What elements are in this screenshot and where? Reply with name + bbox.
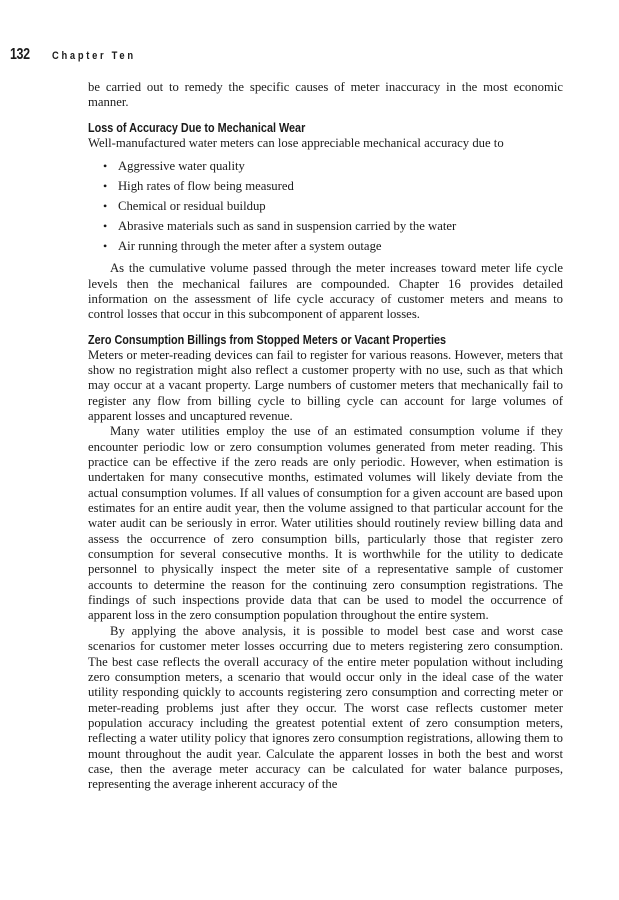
section-heading-mechanical-wear: Loss of Accuracy Due to Mechanical Wear (88, 120, 306, 135)
page-number: 132 (10, 46, 30, 63)
cause-list (88, 159, 563, 254)
section-heading-zero-consumption: Zero Consumption Billings from Stopped Meters or Vacant Properties (88, 332, 447, 347)
paragraph: Many water utilities employ the use of an estimated consumption volume if they encounter periodic low or zero consumption volumes generated from meter reading. This practice can be effective if the zero reads are only periodic. However, when estimation is undertaken for many consecutive months, estimated volumes will likely deviate from the actual consumption volumes. If all values of consumption for a given account are based upon estimates for an entire audit year, then the volume assigned to that particular account for the water audit can be seriously in error. Water utilities should routinely review billing data and assess the occurrence of zero consumption bills, particularly those that register zero consumption for several consecutive months. It is worthwhile for the utility to dedicate personnel to physically inspect the meter site of a representative sample of customer accounts to determine the reason for the continuing zero consumption registrations. The findings of such inspections provide data that can be used to model the occurrence of apparent loss in the zero consumption population throughout the entire system. (88, 424, 563, 623)
section-intro: Well-manufactured water meters can lose appreciable mechanical accuracy due to (88, 135, 504, 150)
chapter-title: Chapter Ten (52, 50, 136, 62)
continuation-paragraph: be carried out to remedy the specific causes of meter inaccuracy in the most economic manner. (88, 80, 563, 110)
list-item: • Abrasive materials such as sand in suspension carried by the water (103, 219, 563, 234)
list-item: • Air running through the meter after a system outage (103, 239, 563, 254)
running-head (10, 46, 151, 66)
list-item: • Chemical or residual buildup (103, 199, 563, 214)
paragraph: Meters or meter-reading devices can fail to register for various reasons. However, meters that show no registration might also reflect a customer property with no use, such as that which may occur at a vacant property. Large numbers of customer meters that mechanically fail to register any flow from billing cycle to billing cycle can account for large volumes of apparent losses and uncaptured revenue. (88, 347, 563, 424)
paragraph: As the cumulative volume passed through the meter increases toward meter life cycle levels then the mechanical failures are compounded. Chapter 16 provides detailed information on the assessment of life cycle accuracy of customer meters and means to control losses that occur in this subcomponent of apparent losses. (88, 261, 563, 322)
list-item: • Aggressive water quality (103, 159, 563, 174)
list-item: • High rates of flow being measured (103, 179, 563, 194)
paragraph: By applying the above analysis, it is possible to model best case and worst case scenarios for customer meter losses occurring due to meters registering zero consumption. The best case reflects the overall accuracy of the entire meter population without including zero consumption meters, a scenario that would occur only in the ideal case of the water utility responding quickly to accounts registering zero consumption and correcting meter or meter-reading problems just after they occur. The worst case reflects customer meter population accuracy including the greatest potential extent of zero consumption meters, reflecting a water utility policy that ignores zero consumption registrations, allowing them to mount throughout the audit year. Calculate the apparent losses in both the best and worst case, then the average meter accuracy can be calculated for water balance purposes, representing the average inherent accuracy of the (88, 623, 563, 792)
page-body (88, 80, 563, 793)
